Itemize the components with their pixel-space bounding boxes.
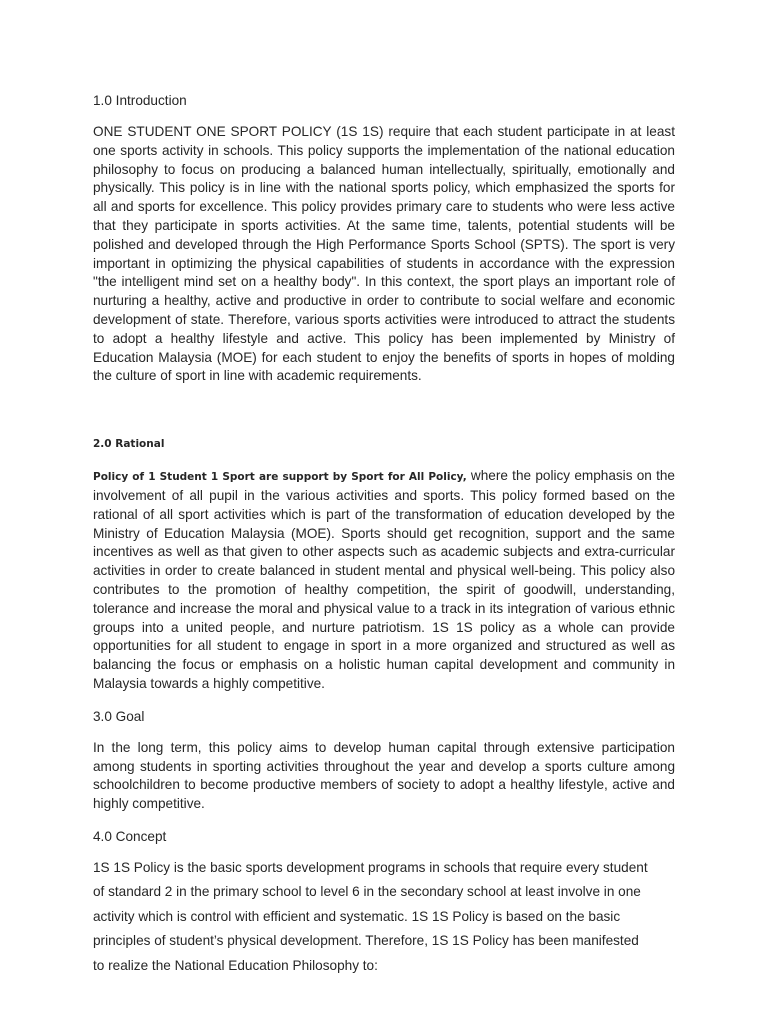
concept-line: 1S 1S Policy is the basic sports development programs in schools that require every student bbox=[93, 859, 648, 875]
concept-line: to realize the National Education Philosophy to: bbox=[93, 957, 378, 973]
concept-line: activity which is control with efficient and systematic. 1S 1S Policy is based on the basic bbox=[93, 908, 621, 924]
paragraph-rational bbox=[93, 467, 675, 694]
section-heading-goal: 3.0 Goal bbox=[93, 708, 145, 724]
paragraph-concept bbox=[93, 856, 675, 978]
concept-line: principles of student’s physical development. Therefore, 1S 1S Policy has been manifested bbox=[93, 933, 639, 949]
paragraph-introduction: ONE STUDENT ONE SPORT POLICY (1S 1S) require that each student participate in at least one sports activity in schools. This policy supports the implementation of the national education philosophy to focus on producing a balanced human intellectually, spiritually, emotionally and physically. This policy is in line with the national sports policy, which emphasized the sports for all and sports for excellence. This policy provides primary care to students who were less active that they participate in sports activities. At the same time, talents, potential students will be polished and developed through the High Performance Sports School (SPTS). The sport is very important in optimizing the physical capabilities of students in accordance with the expression "the intelligent mind set on a healthy body". In this context, the sport plays an important role of nurturing a healthy, active and productive in order to contribute to social welfare and economic development of state. Therefore, various sports activities were introduced to attract the students to adopt a healthy lifestyle and active. This policy has been implemented by Ministry of Education Malaysia (MOE) for each student to enjoy the benefits of sports in hopes of molding the culture of sport in line with academic requirements. bbox=[93, 124, 675, 384]
document-page bbox=[93, 91, 675, 978]
section-heading-rational: 2.0 Rational bbox=[93, 438, 165, 451]
rational-body-text: where the policy emphasis on the involvement of all pupil in the various activities and sports. This policy formed based on the rational of all sport activities which is part of the transformation of education developed by the Ministry of Education Malaysia (MOE). Sports should get recognition, support and the same incentives as well as that given to other aspects such as academic subjects and extra-curricular activities in order to create balanced in student mental and physical well-being. This policy also contributes to the promotion of healthy competition, the spirit of goodwill, understanding, tolerance and increase the moral and physical value to a track in its integration of various ethnic groups into a united people, and nurture patriotism. 1S 1S policy as a whole can provide opportunities for all student to engage in sport in a more organized and structured as well as balancing the focus or emphasis on a holistic human capital development and community in Malaysia towards a highly competitive. bbox=[93, 468, 675, 691]
rational-lead-text: Policy of 1 Student 1 Sport are support by Sport for All Policy, bbox=[93, 471, 467, 484]
section-heading-concept: 4.0 Concept bbox=[93, 828, 167, 844]
section-heading-introduction: 1.0 Introduction bbox=[93, 93, 187, 108]
paragraph-goal: In the long term, this policy aims to develop human capital through extensive participation among students in sporting activities throughout the year and develop a sports culture among schoolchildren to become productive members of society to adopt a healthy lifestyle, active and highly competitive. bbox=[93, 739, 675, 812]
concept-line: of standard 2 in the primary school to level 6 in the secondary school at least involve in one bbox=[93, 884, 641, 900]
